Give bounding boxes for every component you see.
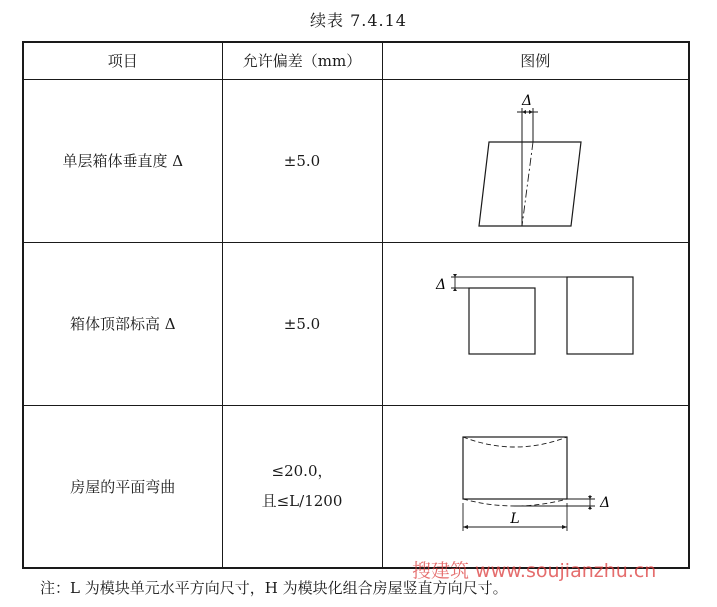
delta-label: Δ	[436, 276, 447, 293]
table-row	[23, 405, 689, 568]
tolerance-table	[22, 41, 690, 569]
delta-label: Δ	[600, 495, 611, 512]
tolerance-value: ±5.0	[283, 151, 321, 170]
header-tolerance: 允许偏差（mm）	[222, 42, 382, 79]
single-box-verticality-diagram	[455, 88, 615, 233]
row-item-label: 单层箱体垂直度 Δ	[23, 79, 222, 242]
arrow-top	[453, 274, 457, 277]
tolerance-value-2: 且≤L/1200	[261, 492, 343, 511]
row-tolerance	[222, 405, 382, 568]
row-figure-cell	[382, 405, 689, 568]
table-caption: 续表 7.4.14	[310, 11, 407, 30]
table-note: 注：L 为模块单元水平方向尺寸，H 为模块化组合房屋竖直方向尺寸。	[40, 579, 508, 597]
header-item: 项目	[23, 42, 222, 79]
bend-curve-bottom	[463, 499, 567, 506]
right-box	[567, 277, 633, 354]
centerline-dash	[522, 142, 533, 226]
box-top-elevation-diagram	[425, 274, 645, 374]
plan-bending-diagram	[445, 431, 625, 541]
row-tolerance	[222, 242, 382, 405]
arrow-left	[522, 110, 526, 114]
delta-label: Δ	[522, 93, 533, 109]
arrow-left	[463, 525, 468, 529]
arrow-right	[562, 525, 567, 529]
row-figure-cell	[382, 79, 689, 242]
table-row	[23, 242, 689, 405]
arrow-bottom	[453, 288, 457, 291]
plan-box	[463, 437, 567, 499]
skewed-box-outline	[479, 142, 581, 226]
header-figure: 图例	[382, 42, 689, 79]
arrow-up	[588, 506, 592, 509]
row-figure-cell	[382, 242, 689, 405]
bend-curve-top	[463, 437, 567, 447]
row-item-label: 箱体顶部标高 Δ	[23, 242, 222, 405]
row-tolerance	[222, 79, 382, 242]
table-row	[23, 79, 689, 242]
left-box	[469, 288, 535, 354]
watermark: 搜建筑 www.soujianzhu.cn	[412, 560, 657, 582]
arrow-down	[588, 496, 592, 499]
arrow-right	[529, 110, 533, 114]
tolerance-value: ±5.0	[283, 314, 321, 333]
table-header-row	[23, 42, 689, 79]
length-label: L	[510, 511, 520, 528]
row-item-label: 房屋的平面弯曲	[23, 405, 222, 568]
tolerance-value: ≤20.0，	[271, 462, 333, 481]
